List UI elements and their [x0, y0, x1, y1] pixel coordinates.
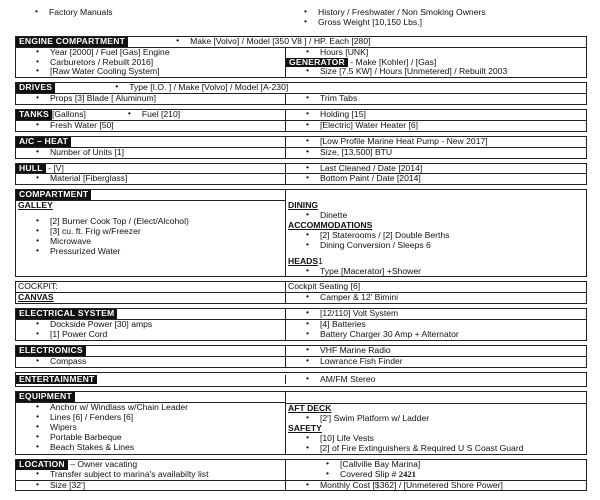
engine-section: [15, 36, 587, 79]
list-item: • [12/110] Volt System: [286, 309, 587, 319]
generator-text: - Make [Kohler] / [Gas]: [347, 56, 437, 67]
list-item: • Dockside Power [30] amps: [16, 320, 285, 330]
list-item: • Hours [UNK]: [286, 48, 587, 58]
aft-deck-title: AFT DECK: [288, 403, 332, 414]
section-title-electrical: ELECTRICAL SYSTEM: [16, 309, 117, 319]
list-item: • Year [2000] / Fuel [Gas] Engine: [16, 48, 285, 58]
hull-type: - [V]: [45, 162, 64, 173]
list-item: • [4] Batteries: [286, 320, 587, 330]
list-item: • Gross Weight [10,150 Lbs.]: [284, 18, 585, 28]
cockpit-title: COCKPIT:: [16, 282, 286, 292]
drives-section: [15, 82, 587, 105]
list-item: • [Low Profile Marine Heat Pump - New 2017]: [286, 137, 587, 147]
section-title-hull: HULL: [16, 164, 46, 174]
section-title-electronics: ELECTRONICS: [16, 346, 86, 356]
spec-sheet: [15, 8, 587, 495]
cockpit-seating: Cockpit Seating [6]: [288, 281, 361, 292]
entertainment-section: [15, 372, 587, 388]
list-item: • VHF Marine Radio: [286, 346, 587, 356]
list-item: • [Callville Bay Marina]: [306, 460, 587, 470]
list-item: • Fresh Water [50]: [16, 121, 285, 131]
list-item: • Anchor w/ Windlass w/Chain Leader: [16, 403, 285, 413]
ac-heat-section: [15, 136, 587, 159]
list-item: • [3] cu. ft. Frig w/Freezer: [16, 227, 285, 237]
list-item: • Camper & 12' Bimini: [286, 293, 587, 303]
canvas-title: CANVAS: [18, 292, 54, 303]
section-title-equipment: EQUIPMENT: [16, 392, 75, 402]
list-item: • Size [7.5 KW] / Hours [Unmetered] / Rebuilt 2003: [286, 67, 587, 77]
list-item: • Last Cleaned / Date [2014]: [286, 164, 587, 174]
section-title-engine: ENGINE COMPARTMENT: [16, 37, 128, 47]
slip-number: 2421: [398, 468, 416, 479]
list-item: [306, 470, 587, 480]
section-title-drives: DRIVES: [16, 83, 55, 93]
top-section: [15, 8, 587, 28]
heads-title: HEADS: [288, 255, 319, 266]
galley-title: GALLEY: [18, 200, 53, 211]
list-item: • [2] of Fire Extinguishers & Required U S Coast Guard: [286, 444, 587, 454]
list-item: • [2'] Swim Platform w/ Ladder: [286, 414, 587, 424]
list-item: • Pressurized Water: [16, 247, 285, 257]
list-item: • [Electric] Water Heater [6]: [286, 121, 587, 131]
list-item: • Lowrance Fish Finder: [286, 357, 587, 367]
list-item: • Bottom Paint / Date [2014]: [286, 174, 587, 184]
list-item: • Battery Charger 30 Amp + Alternator: [286, 330, 587, 340]
list-item: • Props [3] Blade [ Aluminum]: [16, 94, 285, 104]
section-title-entertainment: ENTERTAINMENT: [16, 375, 97, 385]
list-item: • [2] Burner Cook Top / (Elect/Alcohol): [16, 217, 285, 227]
compartment-section: [15, 189, 587, 277]
list-item: • Fuel [210]: [108, 110, 180, 120]
hull-section: [15, 163, 587, 186]
list-item: • Trim Tabs: [286, 94, 587, 104]
section-title-ac-heat: A/C – HEAT: [16, 137, 71, 147]
list-item: • Compass: [16, 357, 285, 367]
list-item: • Carburetors / Rebuilt 2016]: [16, 58, 285, 68]
list-item: • Factory Manuals: [15, 8, 284, 18]
accommodations-title: ACCOMMODATIONS: [288, 220, 373, 230]
electronics-section: [15, 345, 587, 368]
list-item: • Number of Units [1]: [16, 148, 285, 158]
list-item: • Microwave: [16, 237, 285, 247]
section-title-location: LOCATION: [16, 460, 68, 470]
dining-title: DINING: [288, 200, 319, 211]
list-item: • Size, [13,500] BTU: [286, 148, 587, 158]
location-note: – Owner vacating: [67, 458, 138, 469]
list-item: • Monthly Cost [$362] / [Unmetered Shore Power]: [286, 481, 587, 491]
list-item: • Material [Fiberglass]: [16, 174, 285, 184]
list-item: • [Raw Water Cooling System]: [16, 67, 285, 77]
list-item: • [1] Power Cord: [16, 330, 285, 340]
list-item: • Transfer subject to marina's availabilty list: [16, 470, 285, 480]
location-section: [15, 459, 587, 492]
list-item: • AM/FM Stereo: [286, 375, 587, 385]
list-item: • Dinette: [286, 211, 587, 221]
list-item: • [2] Staterooms / [2] Double Berths: [286, 231, 587, 241]
list-item: • [10] Life Vests: [286, 434, 587, 444]
list-item: • Wipers: [16, 423, 285, 433]
generator-title: GENERATOR: [286, 58, 348, 68]
section-title-tanks: TANKS: [16, 110, 52, 120]
slip-label: Covered Slip #: [340, 468, 399, 479]
list-item: • Dining Conversion / Sleeps 6: [286, 241, 587, 251]
section-title-compartment: COMPARTMENT: [16, 190, 91, 200]
list-item: • Lines [6] / Fenders [6]: [16, 413, 285, 423]
safety-title: SAFETY: [288, 423, 322, 434]
list-item: • Holding [15]: [286, 110, 587, 120]
list-item: • Type [I.O. ] / Make [Volvo] / Model [A-230]: [95, 83, 288, 93]
tanks-section: [15, 109, 587, 132]
electrical-section: [15, 308, 587, 341]
equipment-section: [15, 391, 587, 454]
list-item: • Make [Volvo] / Model [350 V8 ] / HP. Each [280]: [156, 37, 370, 47]
heads-count: 1: [318, 255, 323, 266]
tanks-unit: [Gallons]: [51, 109, 86, 119]
cockpit-section: [15, 281, 587, 304]
list-item: • Type [Macerator] +Shower: [286, 267, 587, 277]
list-item: • Beach Stakes & Lines: [16, 443, 285, 453]
list-item: • Size [32']: [16, 481, 285, 491]
list-item: • Portable Barbeque: [16, 433, 285, 443]
list-item: • History / Freshwater / Non Smoking Owners: [284, 8, 585, 18]
